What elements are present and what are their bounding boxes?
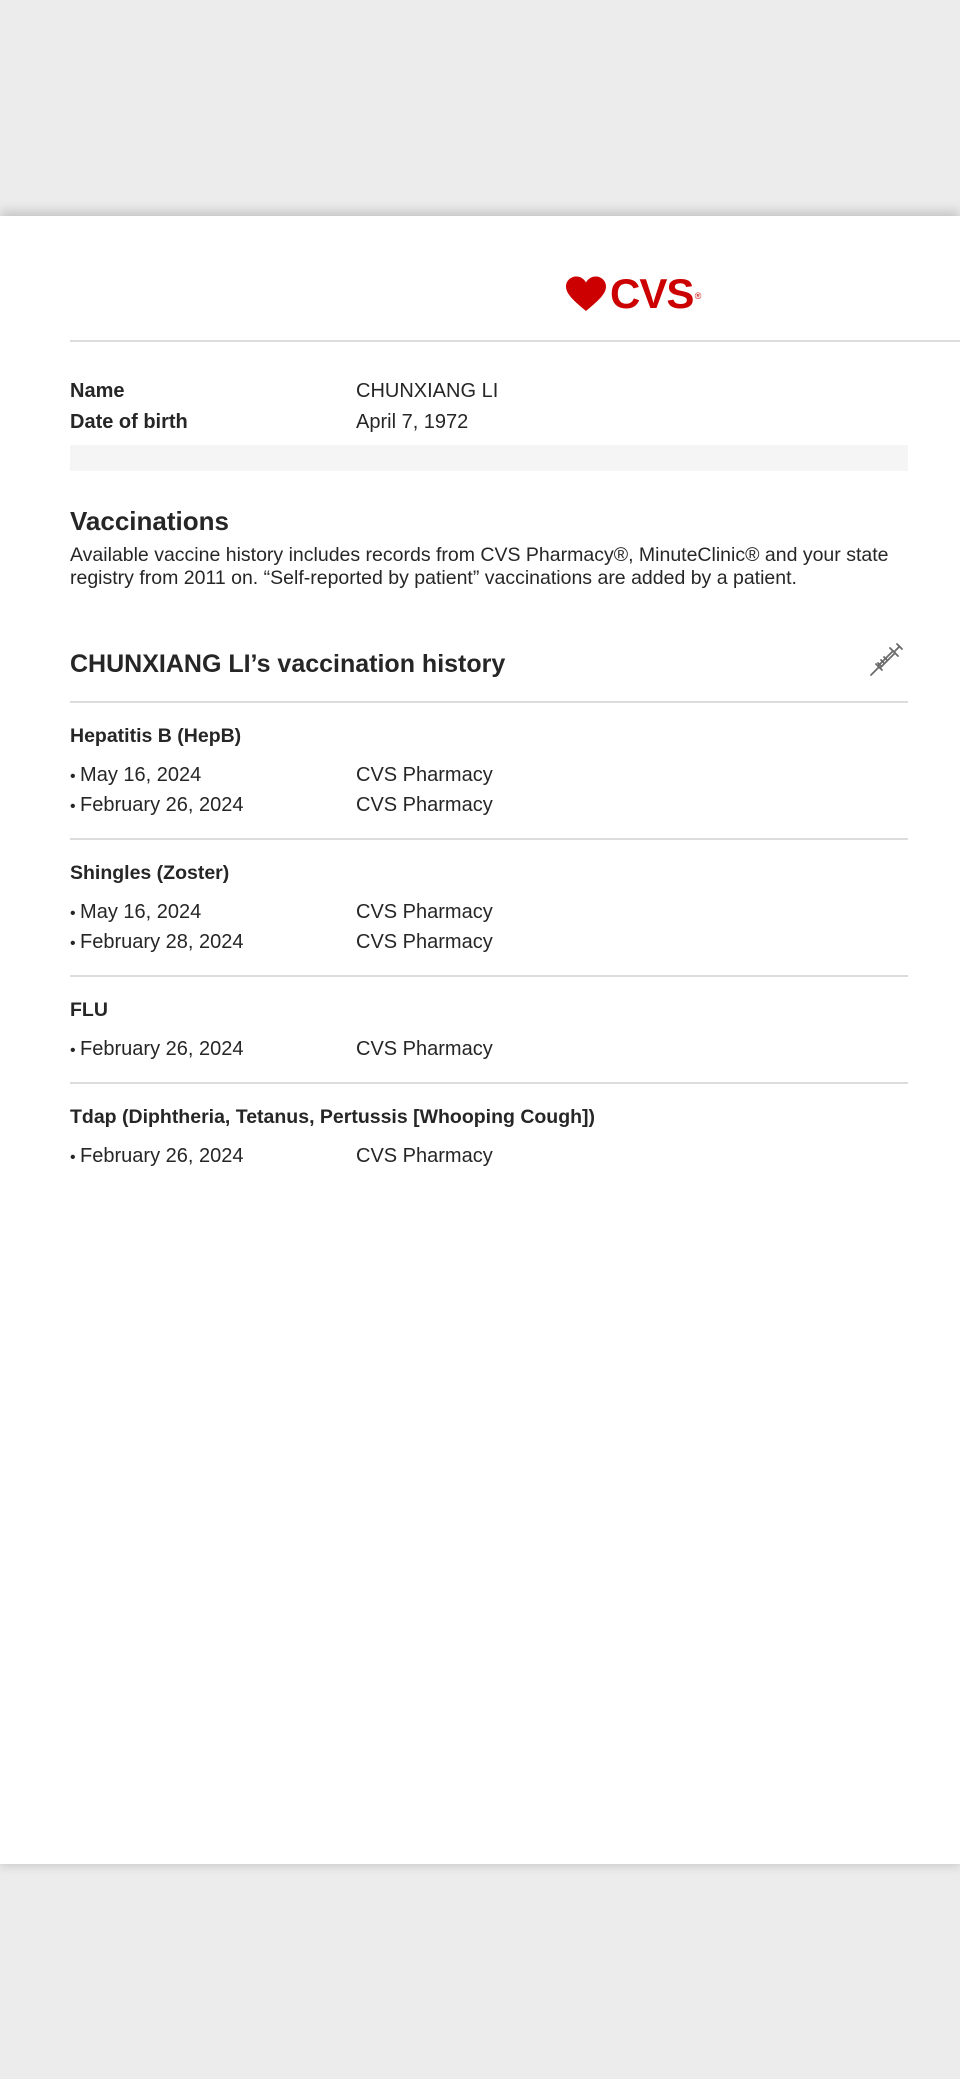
cvs-logo xyxy=(565,270,701,317)
vaccinations-description: Available vaccine history includes records from CVS Pharmacy®, MinuteClinic® and your state registry from 2011 on. “Self-reported by patient” vaccinations are added by a patient. xyxy=(70,544,889,589)
vaccine-group-tdap xyxy=(70,1082,908,1189)
dob-row xyxy=(70,407,908,438)
record-location: CVS Pharmacy xyxy=(356,794,493,816)
name-label: Name xyxy=(70,380,125,402)
vaccine-name: FLU xyxy=(70,999,108,1021)
record-date: • May 16, 2024 xyxy=(70,897,356,927)
record-date: • February 28, 2024 xyxy=(70,927,356,957)
heart-icon xyxy=(565,276,607,312)
document-page xyxy=(0,216,960,1864)
vaccinations-heading: Vaccinations xyxy=(70,506,229,536)
vaccination-history-list xyxy=(70,701,908,1189)
dob-value: April 7, 1972 xyxy=(356,411,469,433)
syringe-icon xyxy=(868,642,904,678)
record-location: CVS Pharmacy xyxy=(356,1145,493,1167)
record-date: • February 26, 2024 xyxy=(70,1034,356,1064)
vaccine-group-hepb xyxy=(70,701,908,838)
vaccine-group-shingles xyxy=(70,838,908,975)
logo-text: CVS ® xyxy=(610,270,701,317)
record-location: CVS Pharmacy xyxy=(356,1038,493,1060)
record-location: CVS Pharmacy xyxy=(356,901,493,923)
name-row xyxy=(70,376,908,407)
vaccine-record xyxy=(70,897,908,927)
vaccine-record xyxy=(70,760,908,790)
record-date: • February 26, 2024 xyxy=(70,1141,356,1171)
dob-label: Date of birth xyxy=(70,411,188,433)
registered-mark: ® xyxy=(694,291,701,301)
record-location: CVS Pharmacy xyxy=(356,931,493,953)
vaccine-record xyxy=(70,1034,908,1064)
section-spacer xyxy=(70,445,908,471)
vaccine-record xyxy=(70,1141,908,1171)
vaccine-group-flu xyxy=(70,975,908,1082)
patient-info xyxy=(70,376,908,438)
vaccine-name: Tdap (Diphtheria, Tetanus, Pertussis [Whooping Cough]) xyxy=(70,1106,596,1128)
record-location: CVS Pharmacy xyxy=(356,764,493,786)
vaccine-record xyxy=(70,790,908,820)
record-date: • May 16, 2024 xyxy=(70,760,356,790)
vaccine-name: Shingles (Zoster) xyxy=(70,862,230,884)
header-divider xyxy=(70,340,960,342)
vaccine-record xyxy=(70,927,908,957)
history-heading: CHUNXIANG LI’s vaccination history xyxy=(70,650,506,678)
record-date: • February 26, 2024 xyxy=(70,790,356,820)
name-value: CHUNXIANG LI xyxy=(356,380,499,402)
vaccine-name: Hepatitis B (HepB) xyxy=(70,725,242,747)
